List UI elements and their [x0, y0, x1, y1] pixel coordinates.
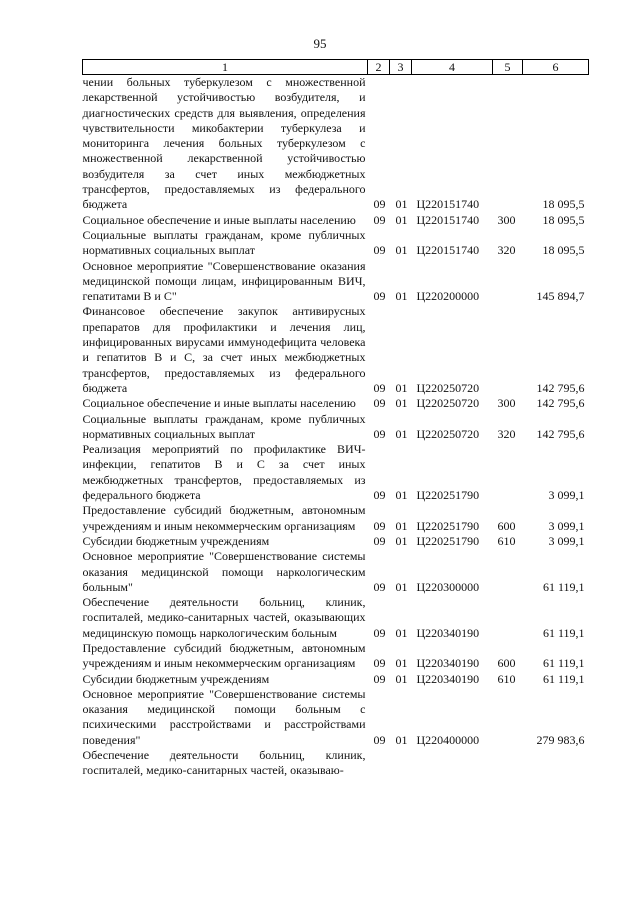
table-row: [83, 549, 589, 595]
row-section-code: 09: [373, 656, 386, 671]
row-subsection-code: 01: [395, 396, 408, 411]
row-section-code: 09: [373, 289, 386, 304]
row-target-article: Ц220151740: [416, 197, 480, 212]
row-subsection-code: 01: [395, 518, 408, 533]
table-row: [83, 304, 589, 396]
row-description: Предоставление субсидий бюджетным, автономным учреждениям и иным некоммерческим организациям: [82, 503, 366, 533]
table-row: [83, 595, 589, 641]
row-subsection-code: 01: [395, 426, 408, 441]
header-col-2: 2: [368, 60, 390, 75]
row-description: Субсидии бюджетным учреждениям: [82, 533, 270, 548]
table-row: [83, 396, 589, 411]
row-amount: 61 119,1: [542, 656, 585, 671]
row-amount: 145 894,7: [536, 289, 585, 304]
row-amount: 3 099,1: [548, 518, 585, 533]
budget-table-container: [82, 59, 588, 779]
row-target-article: Ц220251790: [416, 533, 480, 548]
row-target-article: Ц220250720: [416, 426, 480, 441]
row-target-article: Ц220250720: [416, 380, 480, 395]
row-expense-type: [493, 259, 523, 305]
row-description: Социальные выплаты гражданам, кроме публичных нормативных социальных выплат: [82, 411, 366, 441]
row-target-article: Ц220340190: [416, 671, 480, 686]
row-expense-type: 320: [497, 426, 516, 441]
row-expense-type: [493, 75, 523, 213]
row-amount: 61 119,1: [542, 671, 585, 686]
row-section-code: 09: [373, 243, 386, 258]
row-description: Реализация мероприятий по профилактике ВИЧ-инфекции, гепатитов В и С за счет иных межбюджетных трансфертов, предоставляемых из федерального бюджета: [82, 442, 366, 503]
row-description: Основное мероприятие "Совершенствование оказания медицинской помощи лицам, инфицированным ВИЧ, гепатитами В и С": [82, 258, 366, 304]
page-number: 95: [313, 36, 327, 51]
row-expense-type: 300: [497, 396, 516, 411]
table-row: [83, 259, 589, 305]
row-section-code: 09: [373, 671, 386, 686]
table-row: [83, 442, 589, 503]
budget-table: [82, 59, 589, 779]
row-subsection-code: 01: [395, 732, 408, 747]
row-section-code: 09: [373, 732, 386, 747]
row-target-article: [412, 748, 493, 779]
row-description: Финансовое обеспечение закупок антивирусных препаратов для профилактики и лечения лиц, инфицированных вирусами иммунодефицита человека и гепатитов В и С, за счет иных межбюджетных трансфертов, предоставляемых из федерального бюджета: [82, 304, 366, 395]
table-row: [83, 503, 589, 534]
row-amount: 142 795,6: [536, 396, 585, 411]
row-amount: 18 095,5: [542, 197, 585, 212]
header-col-3: 3: [390, 60, 412, 75]
row-section-code: 09: [373, 426, 386, 441]
row-expense-type: 320: [497, 243, 516, 258]
row-subsection-code: 01: [395, 579, 408, 594]
row-description: Основное мероприятие "Совершенствование системы оказания медицинской помощи больным с психическими расстройствами и расстройствами поведения": [82, 686, 366, 747]
table-body: [83, 75, 589, 779]
row-amount: 3 099,1: [548, 533, 585, 548]
header-col-1: 1: [83, 60, 368, 75]
row-target-article: Ц220340190: [416, 625, 480, 640]
row-description: Социальные выплаты гражданам, кроме публичных нормативных социальных выплат: [82, 227, 366, 258]
row-subsection-code: 01: [395, 656, 408, 671]
header-col-6: 6: [523, 60, 589, 75]
row-description: Социальное обеспечение и иные выплаты населению: [82, 212, 356, 227]
row-expense-type: [493, 549, 523, 595]
row-target-article: Ц220151740: [416, 212, 480, 227]
row-description: Обеспечение деятельности больниц, клиник, госпиталей, медико-санитарных частей, оказываю-: [82, 748, 366, 778]
row-target-article: Ц220251790: [416, 488, 480, 503]
table-row: [83, 641, 589, 672]
table-row: [83, 75, 589, 213]
table-row: [83, 672, 589, 687]
row-expense-type: 300: [497, 212, 516, 227]
row-amount: 142 795,6: [536, 426, 585, 441]
row-amount: 279 983,6: [536, 732, 585, 747]
table-row: [83, 534, 589, 549]
table-row: [83, 687, 589, 748]
row-expense-type: 600: [497, 518, 516, 533]
row-description: чении больных туберкулезом с множественной лекарственной устойчивостью возбудителя, и диагностических средств для выявления, определения чувствительности микобактерии туберкулеза и мониторинга лечения больных туберкулезом с множественной лекарственной устойчивостью возбудителя за счет иных межбюджетных трансфертов, предоставляемых из федерального бюджета: [82, 75, 366, 212]
row-subsection-code: 01: [395, 625, 408, 640]
header-col-4: 4: [412, 60, 493, 75]
row-amount: 142 795,6: [536, 380, 585, 395]
row-expense-type: [493, 304, 523, 396]
row-section-code: 09: [373, 396, 386, 411]
row-section-code: 09: [373, 212, 386, 227]
row-amount: 3 099,1: [548, 488, 585, 503]
row-subsection-code: 01: [395, 212, 408, 227]
row-section-code: 09: [373, 488, 386, 503]
row-target-article: Ц220250720: [416, 396, 480, 411]
row-description: Обеспечение деятельности больниц, клиник, госпиталей, медико-санитарных частей, оказывающих медицинскую помощь наркологическим больным: [82, 595, 366, 640]
row-expense-type: 610: [497, 533, 516, 548]
row-subsection-code: 01: [395, 289, 408, 304]
row-target-article: Ц220400000: [416, 732, 480, 747]
row-amount: 18 095,5: [542, 243, 585, 258]
row-subsection-code: 01: [395, 671, 408, 686]
row-description: Основное мероприятие "Совершенствование системы оказания медицинской помощи наркологическим больным": [82, 549, 366, 594]
row-description: Субсидии бюджетным учреждениям: [82, 671, 270, 686]
row-expense-type: 600: [497, 656, 516, 671]
row-expense-type: 610: [497, 671, 516, 686]
row-section-code: 09: [373, 380, 386, 395]
row-subsection-code: 01: [395, 197, 408, 212]
row-description: Социальное обеспечение и иные выплаты населению: [82, 396, 356, 411]
row-amount: 61 119,1: [542, 625, 585, 640]
row-amount: 61 119,1: [542, 579, 585, 594]
row-amount: [523, 748, 589, 779]
row-subsection-code: 01: [395, 243, 408, 258]
table-row: [83, 228, 589, 259]
row-amount: 18 095,5: [542, 212, 585, 227]
row-description: Предоставление субсидий бюджетным, автономным учреждениям и иным некоммерческим организациям: [82, 640, 366, 671]
header-row: [83, 60, 589, 75]
row-subsection-code: 01: [395, 488, 408, 503]
row-target-article: Ц220200000: [416, 289, 480, 304]
row-expense-type: [493, 748, 523, 779]
row-section-code: 09: [373, 625, 386, 640]
row-section-code: 09: [373, 518, 386, 533]
row-subsection-code: 01: [395, 380, 408, 395]
row-section-code: 09: [373, 197, 386, 212]
row-expense-type: [493, 687, 523, 748]
row-section-code: 09: [373, 533, 386, 548]
row-subsection-code: 01: [395, 533, 408, 548]
row-subsection-code: [390, 748, 412, 779]
row-target-article: Ц220151740: [416, 243, 480, 258]
row-section-code: 09: [373, 579, 386, 594]
header-col-5: 5: [493, 60, 523, 75]
row-target-article: Ц220340190: [416, 656, 480, 671]
table-row: [83, 748, 589, 779]
row-section-code: [368, 748, 390, 779]
row-expense-type: [493, 595, 523, 641]
row-target-article: Ц220251790: [416, 518, 480, 533]
row-expense-type: [493, 442, 523, 503]
table-row: [83, 412, 589, 443]
row-target-article: Ц220300000: [416, 579, 480, 594]
table-row: [83, 213, 589, 228]
